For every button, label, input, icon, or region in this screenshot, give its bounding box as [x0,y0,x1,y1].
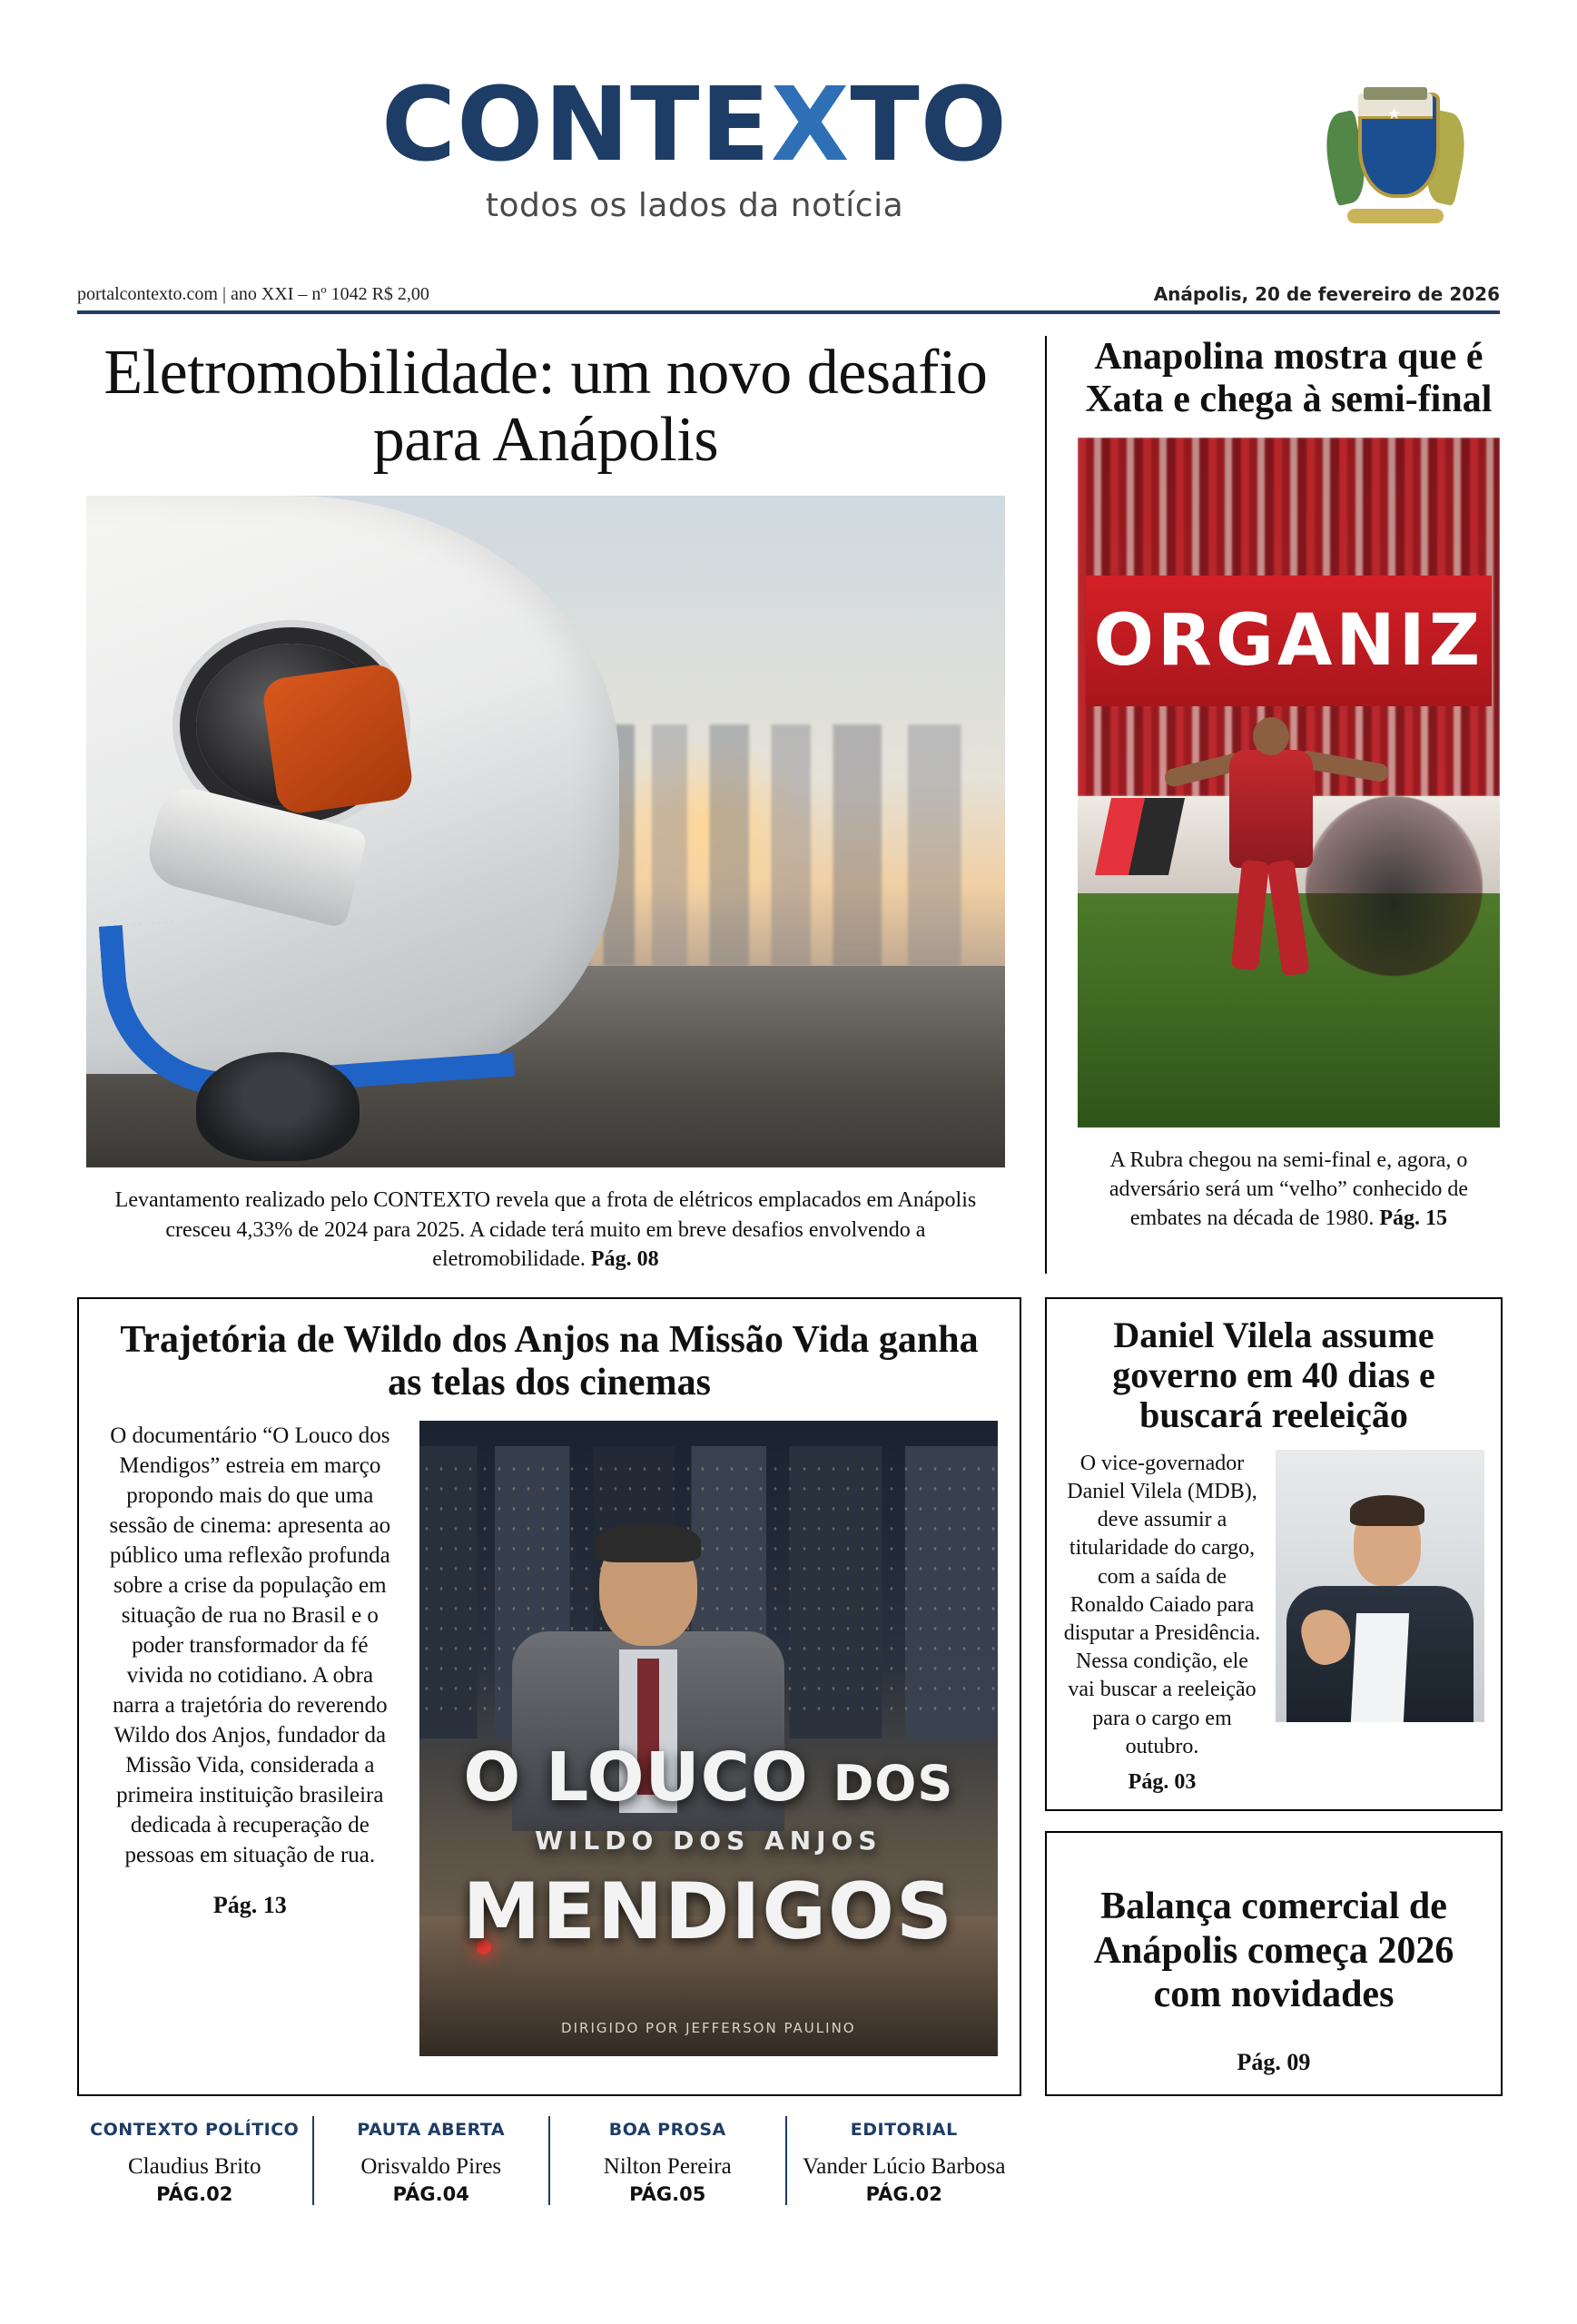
player-torso [1229,750,1313,868]
columnist-name: Orisvaldo Pires [360,2153,502,2179]
edition-info: portalcontexto.com | ano XXI – nº 1042 R$ 2,00 [77,284,429,304]
anapolina-photo [1078,438,1500,1128]
photo-skyline [564,724,1005,966]
logo-wordmark [380,66,1008,184]
balanca-page[interactable]: Pág. 09 [1237,2048,1311,2075]
masthead [77,47,1500,283]
newspaper-logo [241,66,1148,224]
columnist-section: PAUTA ABERTA [357,2119,506,2140]
columnist-item[interactable] [550,2116,787,2205]
lead-story[interactable] [77,336,1045,1274]
lead-caption-page[interactable]: Pág. 08 [590,1246,659,1271]
poster-title-line1-main: O LOUCO [463,1738,809,1817]
documentary-page[interactable]: Pág. 13 [212,1891,287,1918]
columnist-page[interactable]: PÁG.04 [392,2182,469,2205]
columnist-name: Vander Lúcio Barbosa [802,2153,1006,2179]
side-caption-page[interactable]: Pág. 15 [1379,1206,1448,1231]
vilela-text: O vice-governador Daniel Vilela (MDB), deve assumir a titularidade do cargo, com a saída de Ronaldo Caiado para disputar a Presidência. Nessa condição, ele vai buscar a reeleição para o cargo em outubro. [1063,1451,1261,1758]
logo-x: X [771,66,851,184]
side-caption [1078,1146,1500,1233]
logo-part2: TO [850,66,1008,184]
poster-subtitle: WILDO DOS ANJOS [535,1825,882,1856]
documentary-text-column [101,1421,399,2056]
documentary-headline: Trajetória de Wildo dos Anjos na Missão Vida ganha as telas dos cinemas [120,1318,979,1403]
player-leg-left [1231,859,1269,970]
poster-title-line1 [419,1738,998,1817]
vilela-text-column [1063,1450,1261,1797]
player-leg-right [1267,859,1310,976]
documentary-poster [419,1421,998,2056]
lead-caption-text: Levantamento realizado pelo CONTEXTO revela que a frota de elétricos emplacados em Anápolis cresceu 4,33% de 2024 para 2025. A cidade terá muito em breve desafios envolvendo a eletromobilidade. [114,1188,977,1271]
shield-crown-icon [1364,87,1427,100]
poster-title-line3: MENDIGOS [462,1866,954,1957]
lead-photo [86,496,1005,1167]
balanca-headline: Balança comercial de Anápolis começa 2026 com novidades [1093,1885,1454,2016]
ribbon-icon [1347,209,1444,223]
photo-celebrating-player [1204,686,1340,986]
coat-of-arms-icon [1327,84,1464,229]
side-caption-text: A Rubra chegou na semi-final e, agora, o adversário será um “velho” conhecido de embates na década de 1980. [1109,1148,1469,1231]
masthead-rule [77,310,1500,314]
columnist-section: CONTEXTO POLÍTICO [90,2119,300,2140]
poster-credit: DIRIGIDO POR JEFFERSON PAULINO [561,2019,856,2036]
documentary-text: O documentário “O Louco dos Mendigos” estreia em março propondo mais do que uma sessão de cinema: apresenta ao público uma reflexão profunda sobre a crise da população em situação de rua no Brasil e o poder transformador da fé vivida no cotidiano. A obra narra a trajetória do reverendo Wildo dos Anjos, fundador da Missão Vida, considerada a primeira instituição brasileira dedicada à recuperação de pessoas em situação de rua. [109,1423,391,1867]
right-bottom-column [1045,1297,1503,2096]
bottom-section [77,1297,1500,2096]
info-bar [77,283,1500,310]
documentary-body [101,1421,998,2056]
columnist-section: EDITORIAL [850,2119,958,2140]
edition-date: Anápolis, 20 de fevereiro de 2026 [1153,283,1500,305]
poster-title-block [419,1738,998,1957]
columnist-item[interactable] [314,2116,551,2205]
vilela-page[interactable]: Pág. 03 [1128,1769,1197,1794]
star-icon: ★ [1387,105,1402,123]
columnist-page[interactable]: PÁG.02 [156,2182,233,2205]
player-head [1253,717,1289,755]
photo-charger-plug [261,662,415,815]
vilela-photo [1276,1450,1484,1722]
columnist-page[interactable]: PÁG.05 [629,2182,706,2205]
lead-caption [77,1186,1014,1273]
columnist-name: Nilton Pereira [603,2153,732,2179]
top-section [77,336,1500,1274]
poster-title-line1-small: DOS [833,1754,954,1812]
vilela-body [1063,1450,1484,1797]
vilela-headline: Daniel Vilela assume governo em 40 dias e buscará reeleição [1112,1314,1435,1435]
vilela-story[interactable] [1045,1297,1503,1811]
columnist-item[interactable] [787,2116,1022,2205]
photo-car-wheel [196,1052,360,1161]
lead-headline: Eletromobilidade: um novo desafio para Anápolis [103,338,988,476]
vilela-hair [1350,1495,1424,1526]
documentary-story[interactable] [77,1297,1021,2096]
side-story-anapolina[interactable] [1045,336,1500,1274]
logo-part1: CONTE [380,66,772,184]
vilela-shirt [1351,1613,1409,1722]
photo-stadium-banner: ORGANIZ [1086,576,1492,706]
logo-tagline: todos os lados da notícia [485,187,904,224]
balanca-story[interactable] [1045,1831,1503,2096]
columnists-bar [77,2116,1021,2205]
columnist-name: Claudius Brito [127,2153,261,2179]
columnist-item[interactable] [77,2116,314,2205]
side-headline: Anapolina mostra que é Xata e chega à semi-final [1085,336,1493,421]
poster-hair [596,1522,701,1562]
columnist-page[interactable]: PÁG.02 [865,2182,942,2205]
columnist-section: BOA PROSA [608,2119,726,2140]
